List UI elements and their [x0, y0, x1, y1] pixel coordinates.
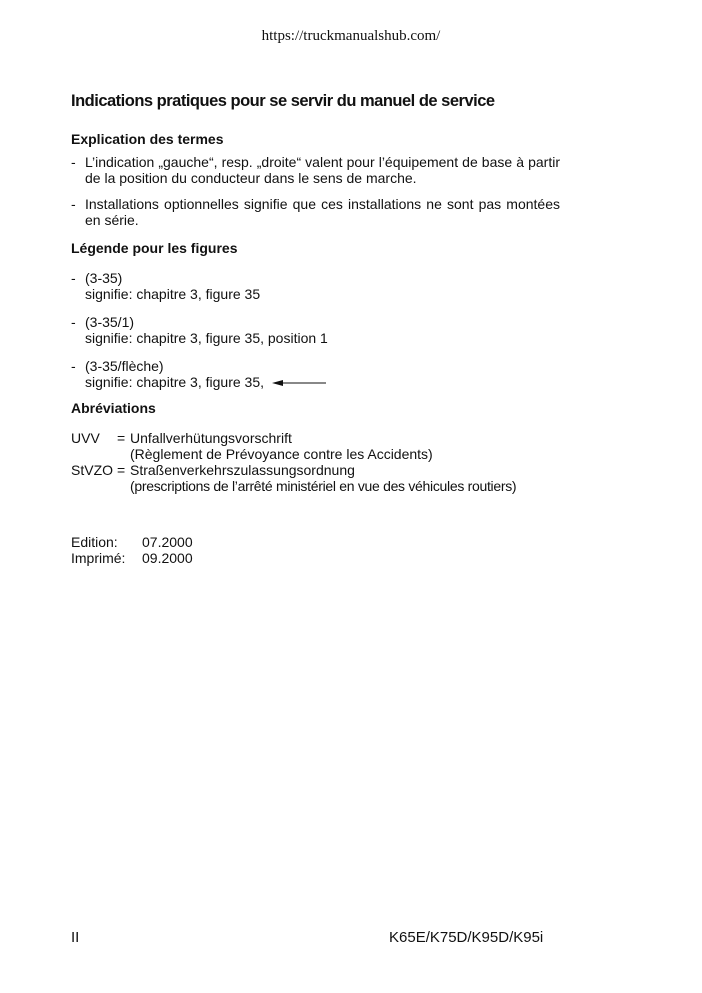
list-dash: - [71, 314, 76, 330]
legend-item [71, 270, 560, 302]
abbreviation-code: StVZO [71, 462, 114, 478]
list-dash: - [71, 196, 76, 212]
legend-body [85, 358, 326, 390]
abbreviation-equals: = [117, 462, 126, 478]
edition-label: Edition: [71, 534, 118, 550]
legend-code: (3-35) [85, 270, 123, 286]
legend-code: (3-35/1) [85, 314, 135, 330]
list-dash: - [71, 358, 76, 374]
legend-meaning: signifie: chapitre 3, figure 35, [85, 374, 264, 390]
legend-item [71, 314, 560, 346]
terms-heading: Explication des termes [71, 131, 224, 147]
abbreviation-equals: = [117, 430, 126, 446]
legend-meaning-row [85, 374, 326, 390]
list-dash: - [71, 154, 76, 170]
term-text: L’indication „gauche“, resp. „droite“ valent pour l’équipement de base à partir de la position du conducteur dans le sens de marche. [85, 154, 560, 186]
edition-row [71, 534, 560, 550]
model-name: K65E/K75D/K95D/K95i [389, 929, 544, 946]
header-url[interactable]: https://truckmanualshub.com/ [261, 28, 441, 44]
legend-heading: Légende pour les figures [71, 240, 238, 256]
legend-item [71, 358, 560, 390]
abbreviation-desc [130, 430, 433, 462]
abbreviation-desc [130, 462, 516, 494]
legend-body [85, 314, 328, 346]
term-text: Installations optionnelles signifie que ces installations ne sont pas montées en série. [85, 196, 560, 228]
abbreviation-term: Unfallverhütungsvorschrift [130, 430, 292, 446]
abbreviation-row [71, 430, 560, 462]
printed-row [71, 550, 560, 566]
arrow-left-icon [272, 379, 326, 387]
printed-value: 09.2000 [142, 550, 193, 566]
legend-body [85, 270, 260, 302]
legend-code: (3-35/flèche) [85, 358, 164, 374]
printed-label: Imprimé: [71, 550, 126, 566]
abbreviations-heading: Abréviations [71, 400, 156, 416]
term-item [71, 196, 560, 228]
page-title: Indications pratiques pour se servir du manuel de service [71, 92, 495, 110]
term-item [71, 154, 560, 186]
page-number: II [71, 929, 80, 946]
edition-value: 07.2000 [142, 534, 193, 550]
page-content [71, 93, 560, 566]
abbreviation-row [71, 462, 560, 494]
abbreviation-code: UVV [71, 430, 100, 446]
edition-block [71, 534, 560, 566]
abbreviation-term: Straßenverkehrszulassungsordnung [130, 462, 355, 478]
legend-meaning: signifie: chapitre 3, figure 35, position 1 [85, 330, 328, 346]
abbreviation-translation: (prescriptions de l’arrêté ministériel en vue des véhicules routiers) [130, 478, 517, 494]
list-dash: - [71, 270, 76, 286]
legend-meaning: signifie: chapitre 3, figure 35 [85, 286, 261, 302]
abbreviation-translation: (Règlement de Prévoyance contre les Accidents) [130, 446, 433, 462]
